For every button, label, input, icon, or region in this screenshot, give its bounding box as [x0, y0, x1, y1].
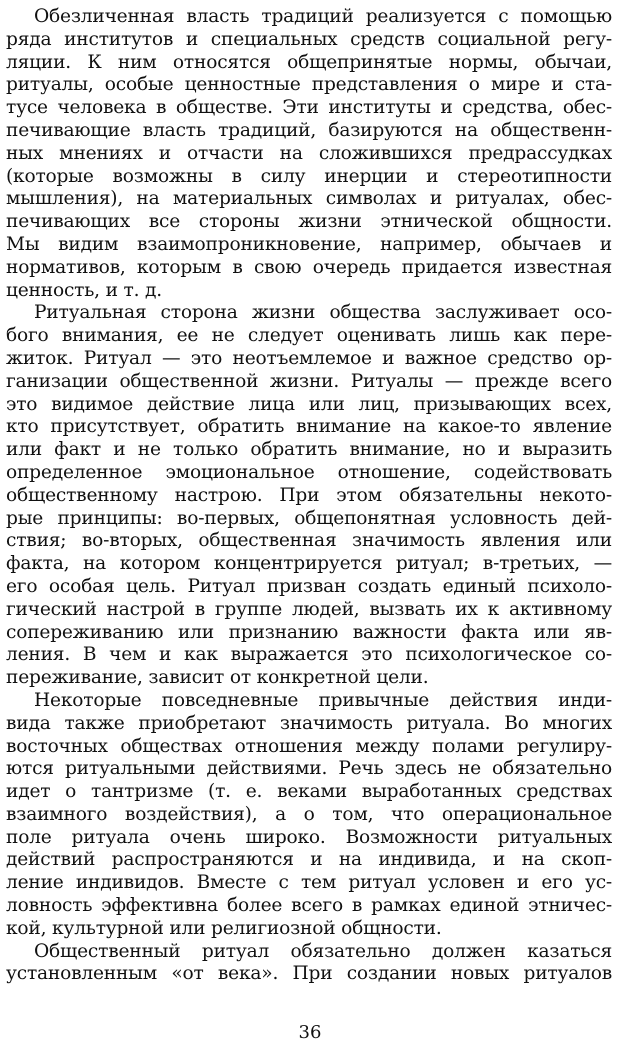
paragraph	[6, 690, 612, 941]
text-line: Некоторые повседневные привычные действия инди-	[34, 689, 612, 711]
text-line: кой, культурной или религиозной общности.	[6, 917, 442, 939]
text-line: восточных обществах отношения между полами регулиру-	[6, 735, 612, 757]
text-line: печивающих все стороны жизни этнической общности.	[6, 211, 612, 233]
text-line: ных мнениях и отчасти на сложившихся предрассудках	[6, 142, 612, 164]
text-line: кто присутствует, обратить внимание на какое-то явление	[6, 416, 612, 438]
text-line: Ритуальная сторона жизни общества заслуживает осо-	[34, 302, 612, 324]
paragraph	[6, 6, 612, 302]
text-line: рые принципы: во-первых, общепонятная условность дей-	[6, 507, 612, 529]
text-line: ловность эффективна более всего в рамках единой этничес-	[6, 895, 612, 917]
text-line: Общественный ритуал обязательно должен казаться	[34, 940, 612, 962]
text-line: ряда институтов и специальных средств социальной регу-	[6, 28, 612, 50]
text-line: определенное эмоциональное отношение, содействовать	[6, 461, 612, 483]
text-line: поле ритуала очень широко. Возможности ритуальных	[6, 826, 612, 848]
text-line: нормативов, которым в свою очередь придается известная	[6, 256, 612, 278]
text-line: идет о тантризме (т. е. веками выработанных средствах	[6, 781, 612, 803]
text-line: ляции. К ним относятся общепринятые нормы, обычаи,	[6, 51, 612, 73]
text-line: печивающие власть традиций, базируются на общественн-	[6, 119, 612, 141]
text-line: тусе человека в обществе. Эти институты и средства, обес-	[6, 97, 612, 119]
text-line: Обезличенная власть традиций реализуется с помощью	[34, 6, 612, 27]
text-line: ритуалы, особые ценностные представления о мире и ста-	[6, 74, 612, 96]
text-line: взаимного воздействия), а о том, что операциональное	[6, 803, 612, 825]
text-line: ствия; во-вторых, общественная значимость явления или	[6, 530, 612, 552]
text-line: мышления), на материальных символах и ритуалах, обес-	[6, 188, 612, 210]
text-line: это видимое действие лица или лиц, призывающих всех,	[6, 393, 612, 415]
text-line: ценность, и т. д.	[6, 279, 162, 301]
text-line: ганизации общественной жизни. Ритуалы — прежде всего	[6, 370, 612, 392]
text-line: Мы видим взаимопроникновение, например, обычаев и	[6, 233, 612, 255]
text-line: общественному настрою. При этом обязательны некото-	[6, 484, 612, 506]
paragraph	[6, 941, 612, 987]
text-line: факта, на котором концентрируется ритуал; в-третьих, —	[6, 553, 612, 575]
text-line: ления. В чем и как выражается это психологическое со-	[6, 644, 612, 666]
text-line: вида также приобретают значимость ритуала. Во многих	[6, 712, 612, 734]
text-line: житок. Ритуал — это неотъемлемое и важное средство ор-	[6, 347, 612, 369]
paragraph	[6, 302, 612, 690]
page-number: 36	[298, 1022, 322, 1043]
text-line: ление индивидов. Вместе с тем ритуал условен и его ус-	[6, 872, 612, 894]
text-line: гический настрой в группе людей, вызвать их к активному	[6, 598, 612, 620]
text-line: ются ритуальными действиями. Речь здесь не обязательно	[6, 758, 612, 780]
text-line: его особая цель. Ритуал призван создать единый психоло-	[6, 575, 612, 597]
text-line: сопереживанию или признанию важности факта или яв-	[6, 621, 612, 643]
text-line: (которые возможны в силу инерции и стереотипности	[6, 165, 612, 187]
text-line: действий распространяются и на индивида, и на скоп-	[6, 849, 612, 871]
text-line: бого внимания, ее не следует оценивать лишь как пере-	[6, 325, 612, 347]
text-line: или факт и не только обратить внимание, но и выразить	[6, 439, 612, 461]
text-line: установленным «от века». При создании новых ритуалов	[6, 963, 612, 985]
text-line: переживание, зависит от конкретной цели.	[6, 667, 429, 689]
